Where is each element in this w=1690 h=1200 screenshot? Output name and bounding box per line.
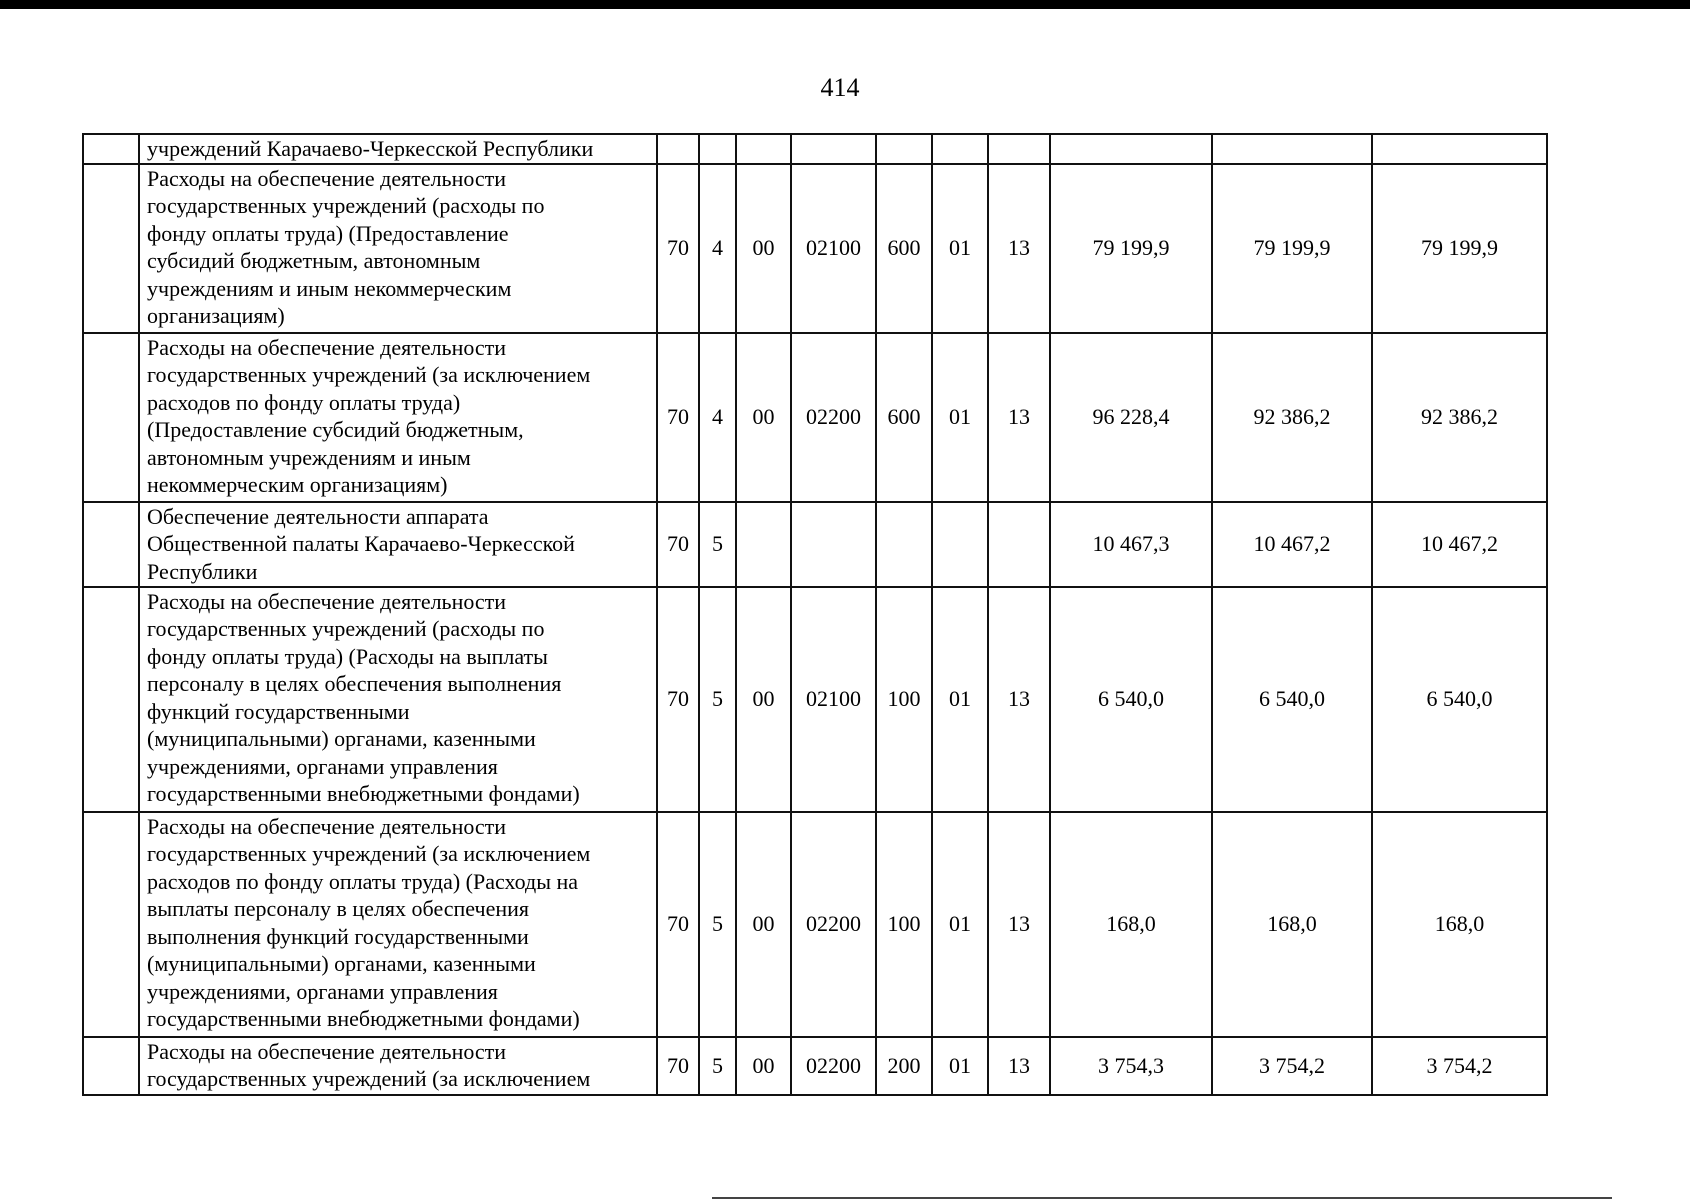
row-number-cell [83,587,139,812]
description-cell: Расходы на обеспечение деятельности государственных учреждений (за исключением расходов по фонду оплаты труда) (Предоставление субсидий бюджетным, автономным учреждениям и иным некоммерческим организациям) [139,333,657,502]
table-row [83,587,1547,812]
amount-cell: 6 540,0 [1372,587,1547,812]
code-cell [932,134,988,164]
code-cell: 01 [932,587,988,812]
code-cell [736,134,791,164]
code-cell: 200 [876,1037,932,1095]
code-cell: 02100 [791,164,876,333]
amount-cell: 3 754,2 [1372,1037,1547,1095]
amount-cell: 168,0 [1372,812,1547,1037]
description-cell: Обеспечение деятельности аппарата Общественной палаты Карачаево-Черкесской Республики [139,502,657,587]
code-cell: 600 [876,333,932,502]
description-cell: Расходы на обеспечение деятельности государственных учреждений (за исключением расходов по фонду оплаты труда) (Расходы на выплаты персоналу в целях обеспечения выполнения функций государственными (муниципальными) органами, казенными учреждениями, органами управления государственными внебюджетными фондами) [139,812,657,1037]
code-cell: 100 [876,812,932,1037]
amount-cell: 79 199,9 [1372,164,1547,333]
amount-cell: 10 467,3 [1050,502,1212,587]
row-number-cell [83,1037,139,1095]
code-cell [988,134,1050,164]
row-number-cell [83,502,139,587]
table-row [83,812,1547,1037]
amount-cell: 92 386,2 [1372,333,1547,502]
code-cell: 00 [736,164,791,333]
table-row [83,502,1547,587]
table-body [83,134,1547,1095]
amount-cell: 79 199,9 [1212,164,1372,333]
description-cell: учреждений Карачаево-Черкесской Республики [139,134,657,164]
code-cell: 02200 [791,1037,876,1095]
description-cell: Расходы на обеспечение деятельности государственных учреждений (расходы по фонду оплаты труда) (Расходы на выплаты персоналу в целях обеспечения выполнения функций государственными (муниципальными) органами, казенными учреждениями, органами управления государственными внебюджетными фондами) [139,587,657,812]
amount-cell: 3 754,3 [1050,1037,1212,1095]
code-cell: 13 [988,333,1050,502]
table-row [83,134,1547,164]
amount-cell: 79 199,9 [1050,164,1212,333]
amount-cell [1212,134,1372,164]
code-cell: 01 [932,1037,988,1095]
top-border-rule [0,0,1690,9]
amount-cell: 6 540,0 [1212,587,1372,812]
code-cell: 02100 [791,587,876,812]
code-cell: 13 [988,587,1050,812]
code-cell: 70 [657,502,699,587]
code-cell [932,502,988,587]
code-cell: 100 [876,587,932,812]
amount-cell: 10 467,2 [1372,502,1547,587]
code-cell: 70 [657,1037,699,1095]
code-cell: 70 [657,333,699,502]
code-cell [791,502,876,587]
amount-cell [1372,134,1547,164]
row-number-cell [83,134,139,164]
code-cell [657,134,699,164]
code-cell [736,502,791,587]
row-number-cell [83,164,139,333]
code-cell: 01 [932,812,988,1037]
code-cell: 00 [736,1037,791,1095]
description-cell: Расходы на обеспечение деятельности государственных учреждений (за исключением [139,1037,657,1095]
code-cell: 4 [699,164,736,333]
code-cell: 5 [699,587,736,812]
amount-cell: 3 754,2 [1212,1037,1372,1095]
code-cell: 00 [736,587,791,812]
amount-cell: 6 540,0 [1050,587,1212,812]
code-cell [791,134,876,164]
amount-cell: 10 467,2 [1212,502,1372,587]
code-cell [876,134,932,164]
code-cell: 00 [736,812,791,1037]
description-cell: Расходы на обеспечение деятельности государственных учреждений (расходы по фонду оплаты труда) (Предоставление субсидий бюджетным, автономным учреждениям и иным некоммерческим организациям) [139,164,657,333]
code-cell [988,502,1050,587]
code-cell: 70 [657,164,699,333]
table-row [83,1037,1547,1095]
code-cell: 5 [699,812,736,1037]
amount-cell: 168,0 [1212,812,1372,1037]
bottom-page-rule [712,1197,1612,1199]
amount-cell [1050,134,1212,164]
page-number: 414 [820,73,860,102]
amount-cell: 168,0 [1050,812,1212,1037]
code-cell: 13 [988,1037,1050,1095]
code-cell: 01 [932,164,988,333]
amount-cell: 96 228,4 [1050,333,1212,502]
code-cell [876,502,932,587]
code-cell: 13 [988,164,1050,333]
table-row [83,164,1547,333]
code-cell: 01 [932,333,988,502]
code-cell: 02200 [791,333,876,502]
code-cell: 4 [699,333,736,502]
code-cell: 13 [988,812,1050,1037]
amount-cell: 92 386,2 [1212,333,1372,502]
code-cell: 600 [876,164,932,333]
code-cell: 70 [657,812,699,1037]
code-cell: 00 [736,333,791,502]
budget-table [82,133,1548,1096]
code-cell: 02200 [791,812,876,1037]
code-cell: 5 [699,502,736,587]
code-cell: 70 [657,587,699,812]
table-row [83,333,1547,502]
code-cell [699,134,736,164]
row-number-cell [83,812,139,1037]
row-number-cell [83,333,139,502]
code-cell: 5 [699,1037,736,1095]
